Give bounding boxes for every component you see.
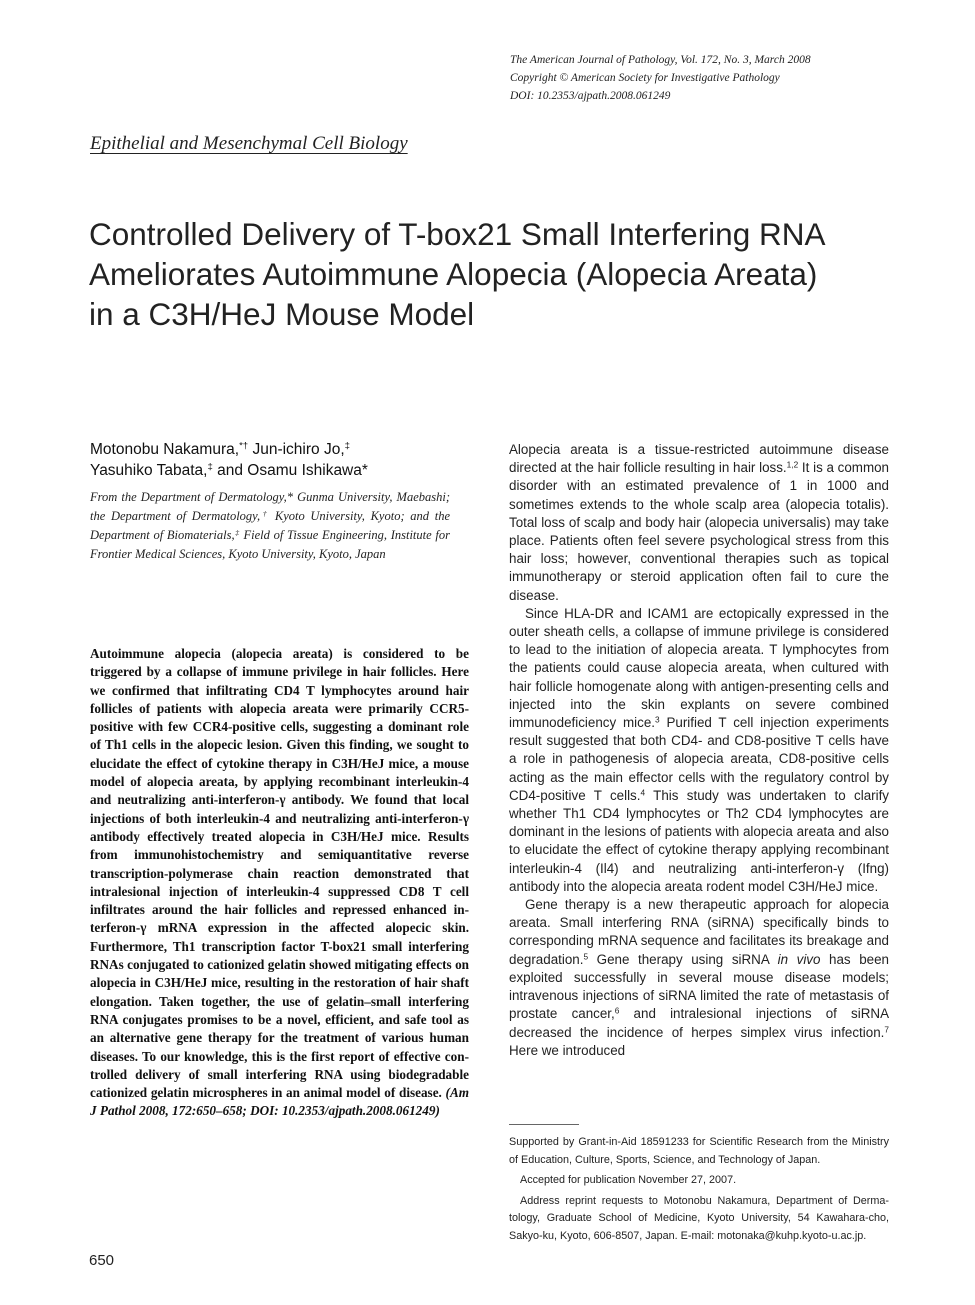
affiliation-mark-2: ‡ bbox=[234, 527, 240, 537]
intro-p3-text-c: has been exploited successfully in several mouse disease models; intravenous injections of siRNA limited the rate of metastasis of prostate cancer, bbox=[509, 951, 889, 1022]
accepted-date: Accepted for publication November 27, 2007. bbox=[520, 1174, 737, 1186]
author-list bbox=[90, 439, 470, 481]
intro-paragraph-3 bbox=[509, 896, 889, 1060]
journal-name: The American Journal of Pathology, Vol. 172, No. 3, March 2008 bbox=[510, 54, 811, 66]
intro-p1-text-b: It is a common disorder with an estimated prevalence of 1 in 1000 and sometimes extends to the whole scalp area (alopecia totalis). Total loss of scalp and body hair (alopecia universalis) may take place. Patients often feel severe psychological stress from this hair loss; however, conventional therapies such as topical immunotherapy or steroid application often fail to cure the disease. bbox=[509, 460, 889, 603]
author-line-2 bbox=[90, 460, 470, 481]
intro-p3-text-d: and intralesional injections of siRNA decreased the incidence of herpes simplex virus infection. bbox=[509, 1006, 890, 1040]
abstract-citation: (Am J Pathol 2008, 172:650–658; DOI: 10.2353/ajpath.2008.061249) bbox=[90, 1085, 469, 1119]
copyright-line: Copyright © American Society for Investigative Pathology bbox=[510, 72, 780, 84]
affiliation-part-2: Kyoto University, Kyoto; and the Department of Biomaterials, bbox=[90, 509, 451, 542]
author-jo-marks: ‡ bbox=[344, 440, 350, 452]
intro-p3-text-e: Here we introduced bbox=[509, 1042, 626, 1058]
intro-paragraph-1 bbox=[509, 441, 889, 605]
journal-citation bbox=[510, 51, 940, 105]
author-nakamura-marks: *† bbox=[239, 440, 249, 452]
abstract bbox=[90, 645, 469, 1121]
footnotes bbox=[509, 1134, 889, 1248]
affiliations bbox=[90, 488, 450, 564]
title-line-1: Controlled Delivery of T-box21 Small Interfering RNA bbox=[89, 216, 826, 252]
title-line-2: Ameliorates Autoimmune Alopecia (Alopecia Areata) bbox=[89, 256, 818, 292]
abstract-text: Autoimmune alopecia (alopecia areata) is considered to be triggered by a collapse of immune privilege in hair follicles. Here we confirmed that infiltrating CD4 T lymphocytes around hair follicles of patients with alopecia areata were primarily CCR5-positive with few CCR4-positive cells, suggesting a dominant role of Th1 cells in the alopecic lesion. Given this finding, we sought to elucidate the effect of cytokine therapy in C3H/HeJ mice, a mouse model of alopecia areata, by applying recombinant interleukin-4 and neutralizing anti-interferon-γ antibody. We found that local injections of both interleukin-4 and neutralizing anti-interferon-γ antibody effectively treated alopecia in C3H/​HeJ mice. Results from immunohistochemistry and semiquantitative reverse transcription-polymerase chain reaction demonstrated that intralesional injection of interleukin-4 suppressed CD8 T cell infiltrates around the hair follicles and repressed enhanced interferon-γ mRNA expression in the affected alopecic skin. Furthermore, Th1 transcription factor T-box21 small interfering RNAs conjugated to cationized gelatin showed mitigating effects on alopecia in C3H/HeJ mice, resulting in the restoration of hair shaft elongation. Taken together, the use of gelatin–small interfering RNA conjugates promises to be a novel, efficient, and safe tool as an alternative gene therapy for the treatment of various human diseases. To our knowledge, this is the first report of effective controlled delivery of small interfering RNA using biodegradable cationized gelatin microspheres in an animal model of disease. bbox=[90, 646, 469, 1101]
article-title bbox=[89, 214, 929, 334]
title-line-3: in a C3H/HeJ Mouse Model bbox=[89, 296, 475, 332]
author-nakamura: Motonobu Nakamura, bbox=[90, 441, 240, 458]
reference-link-7[interactable]: 7 bbox=[884, 1023, 889, 1034]
funding-note: Supported by Grant-in-Aid 18591233 for Scientific Research from the Ministry of Education, Culture, Sports, Science, and Technology of Japan. bbox=[509, 1136, 889, 1166]
affiliation-part-3: Field of Tissue Engineering, Institute for Frontier Medical Sciences, Kyoto University, Kyoto, Japan bbox=[90, 528, 451, 561]
author-tabata: Yasuhiko Tabata, bbox=[90, 462, 208, 479]
affiliation-mark-1: † bbox=[260, 508, 270, 518]
reference-link-3[interactable]: 3 bbox=[655, 714, 660, 725]
intro-p3-text-a: Gene therapy is a new therapeutic approach for alopecia areata. Small interfering RNA (siRNA) specifically binds to corresponding mRNA sequence and facilitates its breakage and degradation. bbox=[509, 897, 889, 967]
author-jo: Jun-ichiro Jo, bbox=[248, 441, 345, 458]
page-number: 650 bbox=[89, 1252, 115, 1269]
section-heading: Epithelial and Mesenchymal Cell Biology bbox=[90, 133, 408, 154]
footnote-divider bbox=[509, 1124, 579, 1125]
author-ishikawa: and Osamu Ishikawa* bbox=[212, 462, 368, 479]
intro-p1-text-a: Alopecia areata is a tissue-restricted autoimmune disease directed at the hair follicle resulting in hair loss. bbox=[509, 442, 889, 476]
reference-link-6[interactable]: 6 bbox=[614, 1005, 620, 1016]
reference-link-5[interactable]: 5 bbox=[583, 951, 589, 962]
intro-paragraph-2 bbox=[509, 605, 889, 896]
doi-line: DOI: 10.2353/ajpath.2008.061249 bbox=[510, 90, 671, 102]
intro-p3-italic: in vivo bbox=[777, 951, 821, 967]
intro-p2-text-c: This study was undertaken to clarify whether Th1 CD4 lymphocytes or Th2 CD4 lymphocytes are dominant in the lesions of patients with alopecia areata and also to elucidate the effect of cytokine therapy applying recombinant interleukin-4 (Il4) and neutralizing anti-interferon-γ (Ifng) antibody into the alopecia areata rodent model C3H/HeJ mice. bbox=[509, 787, 889, 894]
author-tabata-marks: ‡ bbox=[207, 461, 213, 473]
author-line-1 bbox=[90, 439, 470, 460]
intro-p3-text-b: Gene therapy using siRNA bbox=[588, 951, 778, 967]
reference-link-1-2[interactable]: 1,2 bbox=[786, 459, 799, 470]
affiliation-part-1: From the Department of Dermatology,* Gunma University, Maebashi; the Department of Dermatology, bbox=[90, 490, 450, 523]
reference-link-4[interactable]: 4 bbox=[640, 787, 646, 798]
introduction-column bbox=[509, 441, 889, 1060]
reprint-address: Address reprint requests to Motonobu Nakamura, Department of Dermatology, Graduate School of Medicine, Kyoto University, 54 Kawahara-cho, Sakyo-ku, Kyoto, 606-8507, Japan. E-mail: motonaka@kuhp.kyoto-u.ac.jp. bbox=[509, 1194, 889, 1242]
intro-p2-text-b: Purified T cell injection experiments result suggested that both CD4- and CD8-positive T cells have a role in pathogenesis of alopecia areata, CD8-positive cells acting as the main effector cells with the regulatory control by CD4-positive T cells. bbox=[509, 715, 890, 803]
intro-p2-text-a: Since HLA-DR and ICAM1 are ectopically expressed in the outer sheath cells, a collapse of immune privilege is considered to lead to the initiation of alopecia areata. T lymphocytes from the patients could cause alopecia areata, when cultured with hair follicle homogenate along with antigen-presenting cells and injected into the skin explants on severe combined immunodeficiency mice. bbox=[509, 605, 889, 731]
